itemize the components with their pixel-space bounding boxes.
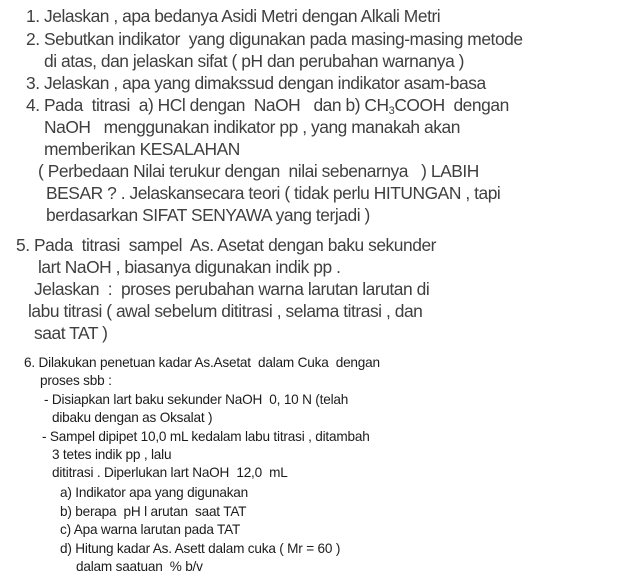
question-6-cont: - Disiapkan lart baku sekunder NaOH 0, 10 N (telah (44, 392, 349, 407)
question-5-cont: lart NaOH , biasanya digunakan indik pp . (38, 257, 341, 277)
question-4-cont: ( Perbedaan Nilai terukur dengan nilai sebenarnya ) LABIH (38, 161, 479, 181)
question-4-cont: berdasarkan SIFAT SENYAWA yang terjadi ) (46, 205, 370, 225)
question-6-item-a: a) Indikator apa yang digunakan (60, 485, 249, 500)
question-6-item-b: b) berapa pH l arutan saat TAT (60, 504, 247, 519)
question-4-cont: BESAR ? . Jelaskansecara teori ( tidak perlu HITUNGAN , tapi (46, 183, 501, 203)
question-6-cont: dititrasi . Diperlukan lart NaOH 12,0 mL (52, 465, 288, 480)
question-4-cont: memberikan KESALAHAN (44, 139, 240, 159)
question-6-cont: - Sampel dipipet 10,0 mL kedalam labu titrasi , ditambah (42, 429, 370, 444)
question-6-cont: dibaku dengan as Oksalat ) (52, 410, 213, 425)
question-5: 5. Pada titrasi sampel As. Asetat dengan baku sekunder (16, 235, 437, 255)
question-6: 6. Dilakukan penetuan kadar As.Asetat dalam Cuka dengan (24, 355, 380, 370)
question-6-item-d-cont: dalam saatuan % b/v (76, 559, 203, 574)
question-4: 4. Pada titrasi a) HCl dengan NaOH dan b) $CH_3COOH$ dengan (26, 95, 509, 117)
question-6-cont: 3 tetes indik pp , lalu (52, 447, 172, 462)
question-6-item-c: c) Apa warna larutan pada TAT (60, 522, 241, 537)
question-1: 1. Jelaskan , apa bedanya Asidi Metri dengan Alkali Metri (26, 6, 441, 26)
question-3: 3. Jelaskan , apa yang dimakssud dengan indikator asam-basa (26, 73, 486, 93)
question-5-cont: Jelaskan : proses perubahan warna larutan larutan di (34, 279, 430, 299)
question-2-cont: di atas, dan jelaskan sifat ( pH dan perubahan warnanya ) (44, 51, 465, 71)
question-5-cont: saat TAT ) (34, 323, 108, 343)
question-5-cont: labu titrasi ( awal sebelum dititrasi , selama titrasi , dan (28, 301, 423, 321)
question-4-cont: NaOH menggunakan indikator pp , yang manakah akan (44, 117, 460, 137)
question-6-item-d: d) Hitung kadar As. Asett dalam cuka ( Mr = 60 ) (60, 541, 341, 556)
question-2: 2. Sebutkan indikator yang digunakan pada masing-masing metode (26, 29, 523, 49)
question-6-cont: proses sbb : (40, 373, 112, 388)
